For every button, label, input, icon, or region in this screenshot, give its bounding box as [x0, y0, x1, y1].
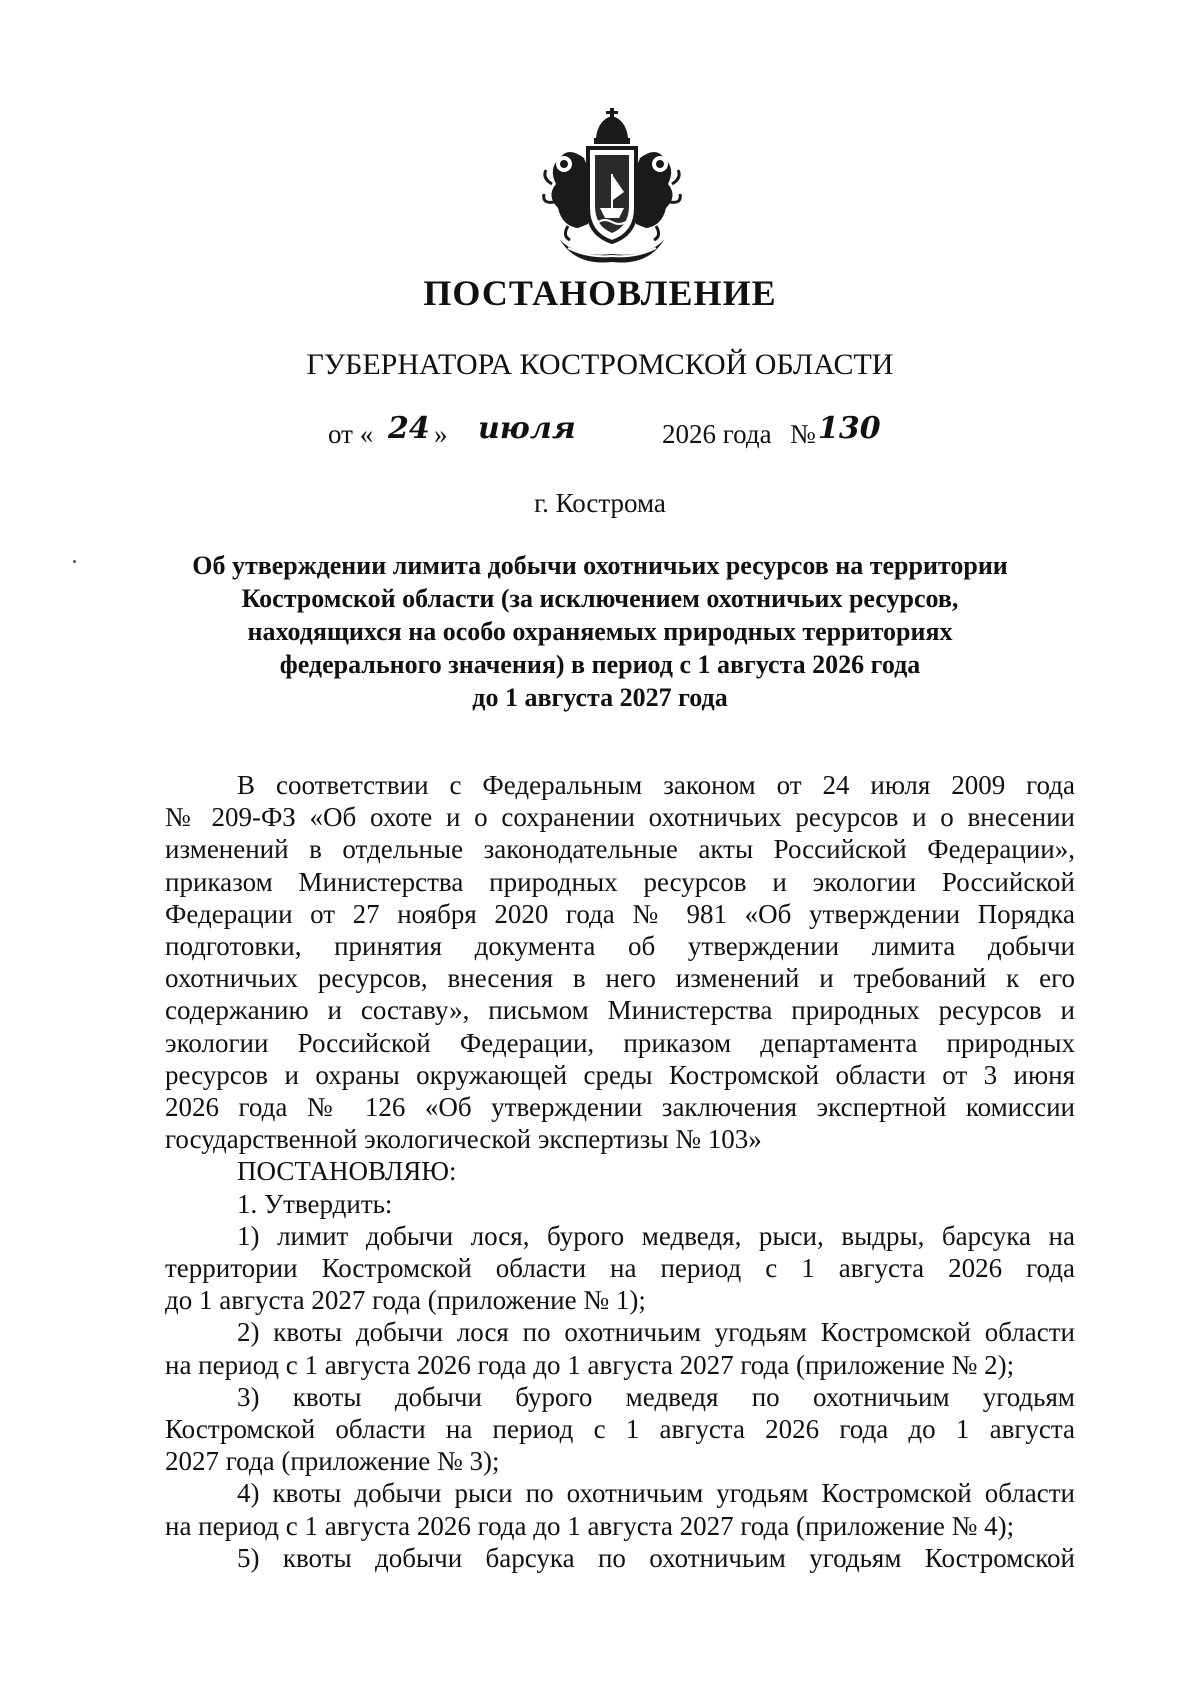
preamble-line: № 209-ФЗ «Об охоте и о сохранении охотничьих ресурсов и о внесении [165, 802, 1075, 833]
date-prefix: от « [328, 419, 374, 449]
date-day-handwritten: 24 [388, 411, 430, 446]
document-number-handwritten: 130 [818, 411, 881, 446]
preamble-line: ресурсов и охраны окружающей среды Костромской области от 3 июня [165, 1059, 1075, 1090]
date-number-line [0, 411, 1200, 455]
city: г. Кострома [534, 488, 666, 518]
subitem-2-line: на период с 1 августа 2026 года до 1 августа 2027 года (приложение № 2); [165, 1349, 1015, 1380]
document-heading [100, 549, 1100, 714]
preamble-line: охотничьих ресурсов, внесения в него изменений и требований к его [165, 963, 1075, 994]
coat-of-arms-emblem [538, 108, 686, 266]
subitem-2-line: 2) квоты добычи лося по охотничьим угодьям Костромской области [237, 1317, 1075, 1348]
heading-line: Костромской области (за исключением охотничьих ресурсов, [241, 584, 959, 613]
document-body [165, 769, 1075, 1574]
heading-line: до 1 августа 2027 года [472, 683, 728, 712]
heading-line: находящихся на особо охраняемых природных территориях [247, 617, 953, 646]
document-type-title: ПОСТАНОВЛЕНИЕ [423, 273, 777, 313]
subitem-3-line: Костромской области на период с 1 августа 2026 года до 1 августа [165, 1414, 1075, 1445]
subitem-1-line: 1) лимит добычи лося, бурого медведя, рыси, выдры, барсука на [237, 1220, 1075, 1251]
heading-line: федерального значения) в период с 1 августа 2026 года [279, 650, 921, 679]
preamble-line: В соответствии с Федеральным законом от 24 июля 2009 года [237, 770, 1075, 800]
preamble-line: Федерации от 27 ноября 2020 года № 981 «Об утверждении Порядка [165, 898, 1075, 929]
preamble-line: изменений в отдельные законодательные акты Российской Федерации», [165, 834, 1075, 865]
item-1: 1. Утвердить: [237, 1188, 393, 1219]
preamble-line: приказом Министерства природных ресурсов и экологии Российской [165, 866, 1075, 897]
subitem-1-line: территории Костромской области на период с 1 августа 2026 года [165, 1253, 1075, 1284]
subitem-4-line: на период с 1 августа 2026 года до 1 августа 2027 года (приложение № 4); [165, 1510, 1015, 1541]
number-label: № [790, 419, 816, 449]
issuing-authority: ГУБЕРНАТОРА КОСТРОМСКОЙ ОБЛАСТИ [306, 348, 894, 381]
date-quote-close: » [434, 419, 448, 449]
preamble-line: подготовки, принятия документа об утверждении лимита добычи [165, 931, 1075, 962]
subitem-3-line: 2027 года (приложение № 3); [165, 1446, 500, 1477]
scan-speck [73, 560, 76, 563]
subitem-1-line: до 1 августа 2027 года (приложение № 1); [165, 1285, 646, 1316]
date-month-handwritten: июля [478, 411, 576, 446]
heading-line: Об утверждении лимита добычи охотничьих ресурсов на территории [192, 551, 1008, 580]
subitem-5-line: 5) квоты добычи барсука по охотничьим угодьям Костромской [237, 1542, 1075, 1573]
decree-word: ПОСТАНОВЛЯЮ: [237, 1156, 457, 1187]
subitem-3-line: 3) квоты добычи бурого медведя по охотничьим угодьям [237, 1381, 1075, 1412]
preamble-line: 2026 года № 126 «Об утверждении заключения экспертной комиссии [165, 1092, 1075, 1123]
preamble-line: экологии Российской Федерации, приказом департамента природных [165, 1027, 1075, 1058]
subitem-4-line: 4) квоты добычи рыси по охотничьим угодьям Костромской области [237, 1478, 1075, 1509]
preamble-line: государственной экологической экспертизы № 103» [165, 1124, 762, 1155]
date-year: 2026 года [662, 419, 772, 449]
preamble-line: содержанию и составу», письмом Министерства природных ресурсов и [165, 995, 1075, 1026]
